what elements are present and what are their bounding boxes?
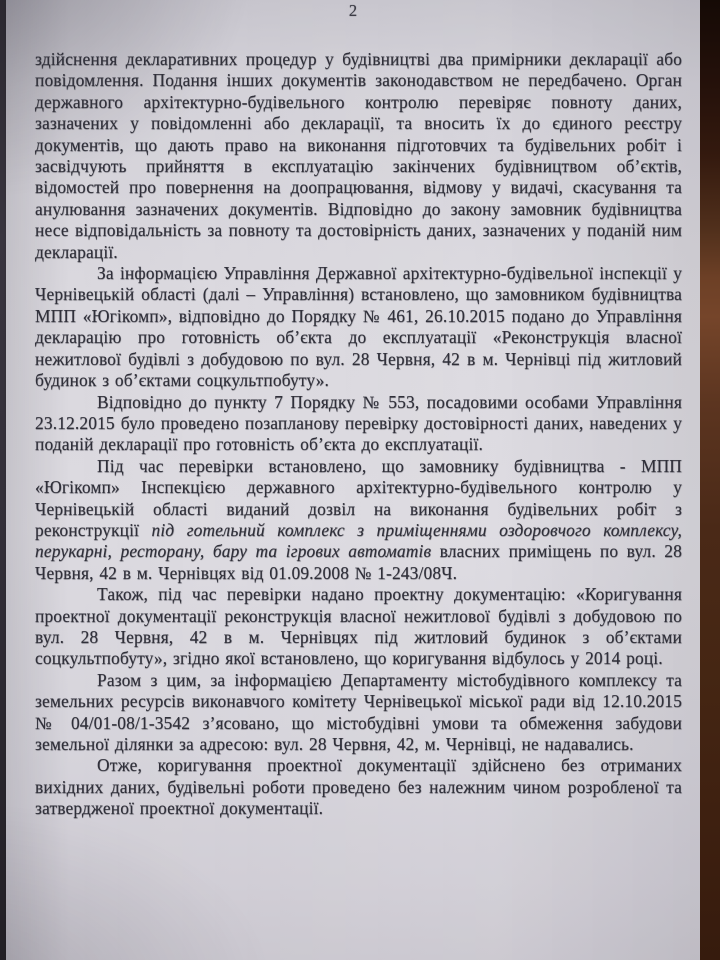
paragraph-1-text: здійснення декларативних процедур у будівництві два примірники декларації або повідомлення. Подання інших документів законодавством не передбачено. Орган державного архітектурно-будівельного контролю перевіряє повноту даних, зазначених у повідомленні або декларації, та вносить їх до єдиного реєстру документів, що дають право на виконання підготовчих та будівельних робіт і засвідчують прийняття в експлуатацію закінчених будівництвом об’єктів, відомостей про повернення на доопрацювання, відмову у видачі, скасування та анулювання зазначених документів. Відповідно до закону замовник будівництва несе відповідальність за повноту та достовірність даних, зазначених у поданій ним декларації. bbox=[35, 49, 682, 262]
paragraph-3-text: Відповідно до пункту 7 Порядку № 553, посадовими особами Управління 23.12.2015 було проведено позапланову перевірку достовірності даних, наведених у поданій декларації про готовність об’єкта до експлуатації. bbox=[35, 391, 682, 455]
document-body-text bbox=[35, 49, 682, 820]
document-page bbox=[6, 0, 702, 960]
paragraph-6-text: Разом з цим, за інформацією Департаменту містобудівного комплексу та земельних ресурсів виконавчого комітету Чернівецької міської ради від 12.10.2015 № 04/01-08/1-3542 з’ясовано, що містобудівні умови та обмеження забудови земельної ділянки за адресою: вул. 28 Червня, 42, м. Чернівці, не надавались. bbox=[35, 669, 682, 754]
paragraph-4-text-italic: під готельний комплекс з приміщеннями оздоровчого комплексу, перукарні, ресторану, бару та ігрових автоматів bbox=[35, 519, 682, 562]
paragraph-4-text-normal: Під час перевірки встановлено, що замовнику будівництва - МПП «Югікомп» Інспекцією державного архітектурно-будівельного контролю у Чернівецькій області виданий дозвіл на виконання будівельних робіт з реконструкції bbox=[35, 455, 682, 540]
paragraph-1 bbox=[35, 49, 682, 263]
paragraph-5-text: Також, під час перевірки надано проектну документацію: «Коригування проектної документації реконструкція власної нежитлової будівлі з добудовою по вул. 28 Червня, 42 в м. Чернівцях під житловий будинок з об’єктами соцкультпобуту», згідно якої встановлено, що коригування відбулось у 2014 році. bbox=[35, 584, 682, 669]
paragraph-5 bbox=[35, 584, 682, 670]
paragraph-2-text: За інформацією Управління Державної архітектурно-будівельної інспекції у Чернівецькій області (далі – Управління) встановлено, що замовником будівництва МПП «Югікомп», відповідно до Порядку № 461, 26.10.2015 подано до Управління декларацію про готовність об’єкта до експлуатації «Реконструкція власної нежитлової будівлі з добудовою по вул. 28 Червня, 42 в м. Чернівці під житловий будинок з об’єктами соцкультпобуту». bbox=[35, 263, 682, 391]
table-surface-right-edge bbox=[700, 0, 720, 960]
paragraph-7-text: Отже, коригування проектної документації здійснено без отриманих вихідних даних, будівельні роботи проведено без належним чином розробленої та затвердженої проектної документації. bbox=[35, 755, 682, 819]
paragraph-4-text-normal-2: власних приміщень по вул. 28 Червня, 42 в м. Чернівцях від 01.09.2008 № 1-243/08Ч. bbox=[35, 541, 682, 583]
paragraph-7 bbox=[35, 755, 682, 819]
paragraph-3 bbox=[35, 392, 682, 456]
paragraph-6 bbox=[35, 670, 682, 756]
paragraph-4 bbox=[35, 456, 682, 584]
page-number: 2 bbox=[348, 1, 358, 20]
paragraph-2 bbox=[35, 263, 682, 391]
